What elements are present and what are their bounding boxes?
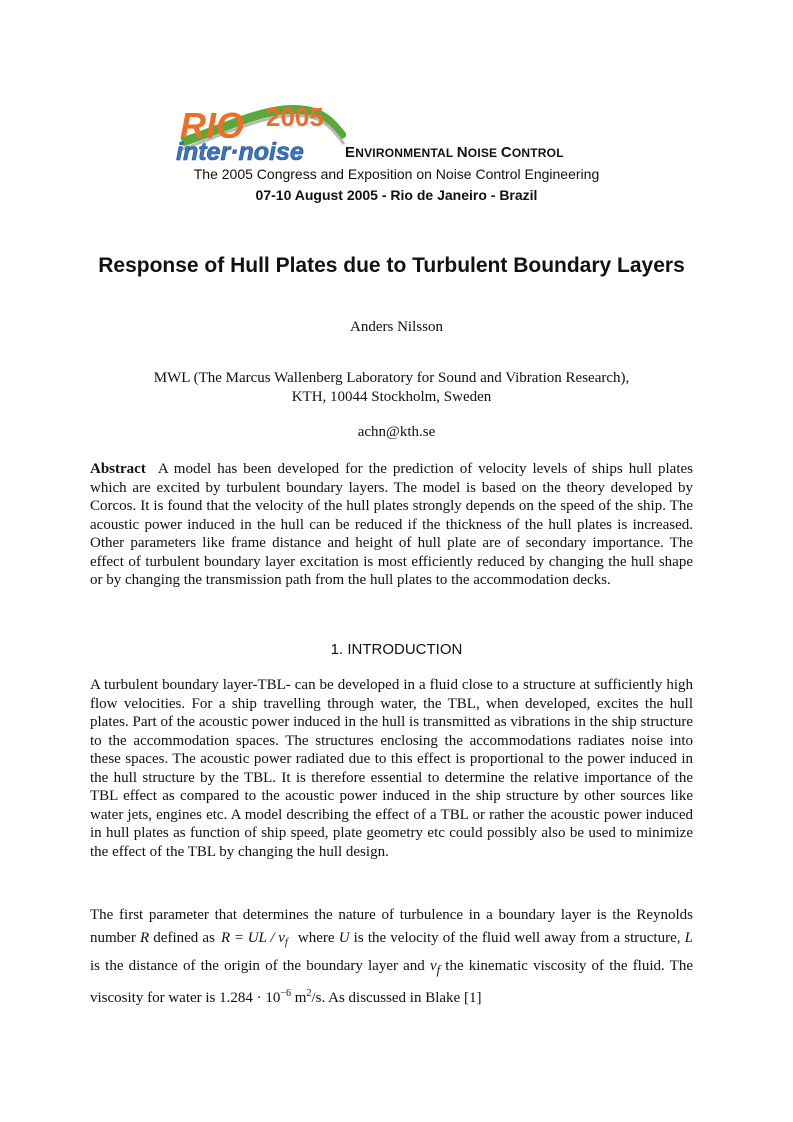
symbol-L: L: [684, 930, 693, 947]
intro-paragraph-2: The first parameter that determines the nature of turbulence in a boundary layer is the Reynolds number R defined as R = UL / $\nu_f$ where U is the velocity of the fluid well away from a structure, L is the distance of the origin of the boundary layer and $\nu_f$ the kinematic viscosity of the fluid. The viscosity for water is $1.284 \cdot 10^{-6}$ $m^2/s$. As discussed in Blake [1]: [90, 907, 693, 1006]
affiliation-line-2: KTH, 10044 Stockholm, Sweden: [291, 389, 492, 405]
paper-title: Response of Hull Plates due to Turbulent Boundary Layers: [98, 254, 685, 277]
abstract-text: A model has been developed for the prediction of velocity levels of ships hull plates which are excited by turbulent boundary layers. The model is based on the theory developed by Corcos. It is found that the velocity of the hull plates strongly depends on the speed of the ship. The acoustic power induced in the hull can be reduced if the thickness of the hull plates is increased. Other parameters like frame distance and height of hull plate are of secondary importance. The effect of turbulent boundary layer excitation is most efficiently reduced by changing the hull shape or by changing the transmission path from the hull plates to the accommodation decks.: [90, 461, 693, 588]
affiliation-line-1: MWL (The Marcus Wallenberg Laboratory for Sound and Vibration Research),: [153, 370, 630, 386]
logo-internoise-text: inter·noise: [176, 138, 304, 164]
symbol-nu: $\nu_f$: [429, 957, 441, 977]
conference-title-word-1: ENVIRONMENTAL: [345, 144, 454, 161]
logo-year-text: 2005: [266, 102, 324, 132]
symbol-R: R: [139, 930, 150, 947]
abstract: [90, 460, 693, 590]
conference-title-word-3: CONTROL: [500, 144, 564, 161]
logo-rio-text: RIO: [180, 105, 245, 146]
author-email: achn@kth.se: [357, 424, 436, 440]
section-heading-introduction: 1. INTRODUCTION: [330, 641, 463, 658]
symbol-U: U: [338, 930, 350, 947]
conference-dates: 07-10 August 2005 - Rio de Janeiro - Brazil: [255, 187, 538, 203]
conference-title: [345, 144, 564, 161]
reynolds-equation: R = UL / $\nu_f$: [220, 930, 288, 949]
intro-paragraph-1: A turbulent boundary layer-TBL- can be developed in a fluid close to a structure at sufficiently high flow velocities. For a ship travelling through water, the TBL, when developed, excites the hull plates. Part of the acoustic power induced in the hull is transmitted as vibrations in the ship structure to the accommodation spaces. The structures enclosing the accommodations radiates noise into these spaces. The acoustic power radiated due to this effect is proportional to the power induced in the hull structure by the TBL. It is therefore essential to determine the relative importance of the TBL effect as compared to the acoustic power induced in the ship structure by other sources like water jets, engines etc. A model describing the effect of a TBL or rather the acoustic power induced in hull plates as function of ship speed, plate geometry etc could possibly also be used to minimize the effect of the TBL by changing the hull design.: [90, 677, 693, 860]
internoise-rio-2005-logo: [176, 98, 346, 164]
conference-title-word-2: NOISE: [456, 144, 498, 161]
conference-subtitle: The 2005 Congress and Exposition on Noise Control Engineering: [193, 166, 600, 182]
paper-author: Anders Nilsson: [350, 319, 443, 335]
abstract-label: Abstract: [90, 461, 146, 477]
author-affiliation: [90, 369, 693, 407]
viscosity-value: $1.284 \cdot 10^{-6}$ $m^2$: [219, 987, 312, 1006]
